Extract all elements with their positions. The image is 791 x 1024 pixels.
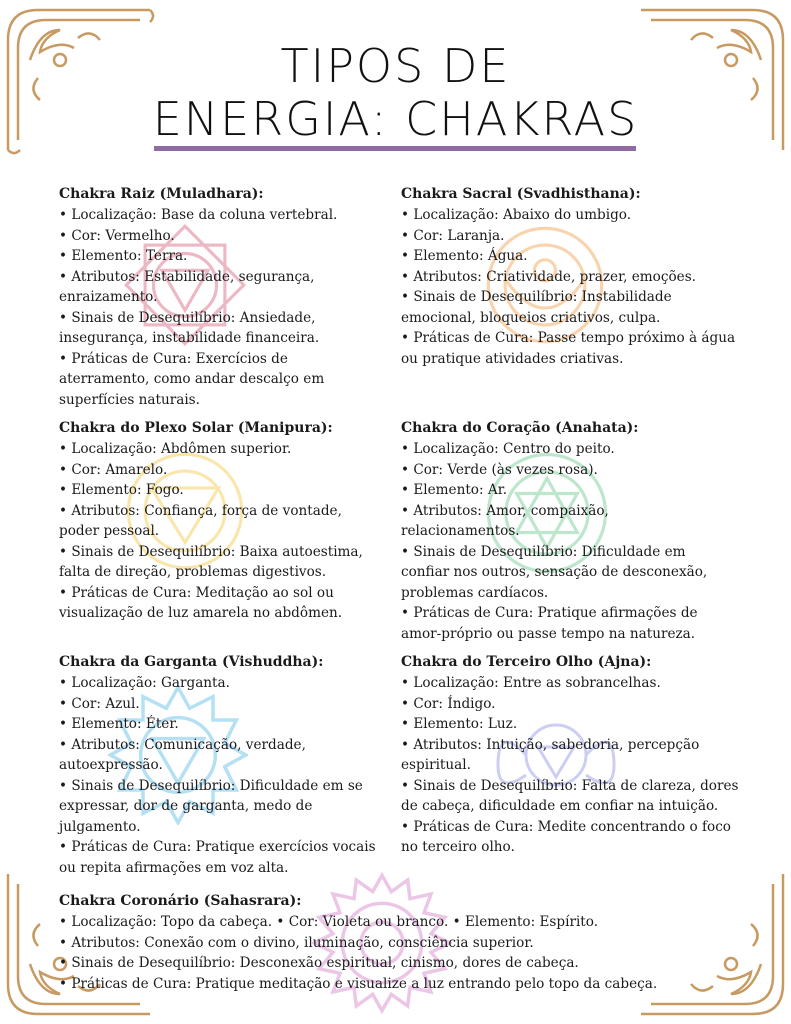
info-line: • Sinais de Desequilíbrio: Baixa autoestima, falta de direção, problemas digestivos. <box>59 543 363 580</box>
title-line-2: ENERGIA: CHAKRAS <box>152 92 639 146</box>
title-underline <box>154 146 636 151</box>
section-heading: Chakra do Plexo Solar (Manipura): <box>59 420 333 436</box>
info-line: • Localização: Abdômen superior. <box>59 441 292 457</box>
chakra-raiz-section <box>59 183 371 410</box>
chakra-terceiro-olho-section <box>401 651 741 858</box>
info-line: • Sinais de Desequilíbrio: Instabilidade emocional, bloqueios criativos, culpa. <box>401 289 672 326</box>
info-line: • Cor: Laranja. <box>401 227 505 244</box>
section-heading: Chakra Coronário (Sahasrara): <box>59 893 302 909</box>
chakra-garganta-section <box>59 651 381 878</box>
info-line: • Práticas de Cura: Pratique exercícios vocais ou repita afirmações em voz alta. <box>59 839 376 876</box>
chakra-plexo-solar-section <box>59 417 375 624</box>
info-line: • Localização: Topo da cabeça. • Cor: Violeta ou branco. • Elemento: Espírito. <box>59 914 599 930</box>
info-line: • Atributos: Estabilidade, segurança, enraizamento. <box>59 268 315 305</box>
info-line: • Cor: Amarelo. <box>59 461 168 478</box>
chakra-sacral-section <box>401 183 741 369</box>
info-line: • Atributos: Confiança, força de vontade, poder pessoal. <box>59 502 342 539</box>
chakra-coronario-section <box>59 890 699 994</box>
info-line: • Sinais de Desequilíbrio: Dificuldade em se expressar, dor de garganta, medo de julgamento. <box>59 777 363 835</box>
info-line: • Atributos: Amor, compaixão, relacionamentos. <box>401 502 609 539</box>
info-line: • Cor: Verde (às vezes rosa). <box>401 461 598 478</box>
section-heading: Chakra do Terceiro Olho (Ajna): <box>401 654 652 670</box>
info-line: • Localização: Abaixo do umbigo. <box>401 207 632 223</box>
info-line: • Elemento: Luz. <box>401 716 518 732</box>
section-heading: Chakra do Coração (Anahata): <box>401 420 639 436</box>
title-line-1: TIPOS DE <box>280 39 511 93</box>
info-line: • Práticas de Cura: Exercícios de aterramento, como andar descalço em superfícies naturais. <box>59 350 325 408</box>
info-line: • Elemento: Fogo. <box>59 482 184 498</box>
info-line: • Cor: Azul. <box>59 695 140 712</box>
page-title <box>150 40 641 146</box>
info-line: • Localização: Centro do peito. <box>401 441 615 457</box>
corner-ornament-top-right <box>631 0 791 160</box>
info-line: • Localização: Base da coluna vertebral. <box>59 207 338 223</box>
chakra-coracao-section <box>401 417 731 644</box>
info-line: • Atributos: Conexão com o divino, iluminação, consciência superior. <box>59 934 534 951</box>
info-line: • Localização: Garganta. <box>59 675 230 691</box>
info-line: • Sinais de Desequilíbrio: Falta de clareza, dores de cabeça, dificuldade em confiar na intuição. <box>401 777 739 814</box>
info-line: • Sinais de Desequilíbrio: Ansiedade, insegurança, instabilidade financeira. <box>59 309 320 346</box>
info-line: • Cor: Índigo. <box>401 695 496 712</box>
info-line: • Localização: Entre as sobrancelhas. <box>401 675 661 691</box>
info-line: • Elemento: Éter. <box>59 716 179 732</box>
section-heading: Chakra Sacral (Svadhisthana): <box>401 186 641 202</box>
section-heading: Chakra da Garganta (Vishuddha): <box>59 654 324 670</box>
section-heading: Chakra Raiz (Muladhara): <box>59 186 264 202</box>
info-line: • Cor: Vermelho. <box>59 227 175 244</box>
info-line: • Elemento: Terra. <box>59 248 188 264</box>
info-line: • Práticas de Cura: Passe tempo próximo à água ou pratique atividades criativas. <box>401 330 736 367</box>
info-line: • Práticas de Cura: Pratique afirmações de amor-próprio ou passe tempo na natureza. <box>401 605 698 642</box>
info-line: • Práticas de Cura: Medite concentrando o foco no terceiro olho. <box>401 818 731 855</box>
info-line: • Práticas de Cura: Pratique meditação e visualize a luz entrando pelo topo da cabeça. <box>59 975 658 992</box>
info-line: • Sinais de Desequilíbrio: Desconexão espiritual, cinismo, dores de cabeça. <box>59 955 579 971</box>
info-line: • Práticas de Cura: Meditação ao sol ou visualização de luz amarela no abdômen. <box>59 584 343 621</box>
info-line: • Sinais de Desequilíbrio: Dificuldade em confiar nos outros, sensação de desconexão, problemas cardíacos. <box>401 543 708 601</box>
info-line: • Elemento: Ar. <box>401 482 508 498</box>
info-line: • Atributos: Intuição, sabedoria, percepção espiritual. <box>401 736 700 773</box>
corner-ornament-top-left <box>0 0 160 160</box>
info-line: • Elemento: Água. <box>401 248 528 264</box>
info-line: • Atributos: Criatividade, prazer, emoções. <box>401 268 697 285</box>
info-line: • Atributos: Comunicação, verdade, autoexpressão. <box>59 736 306 773</box>
